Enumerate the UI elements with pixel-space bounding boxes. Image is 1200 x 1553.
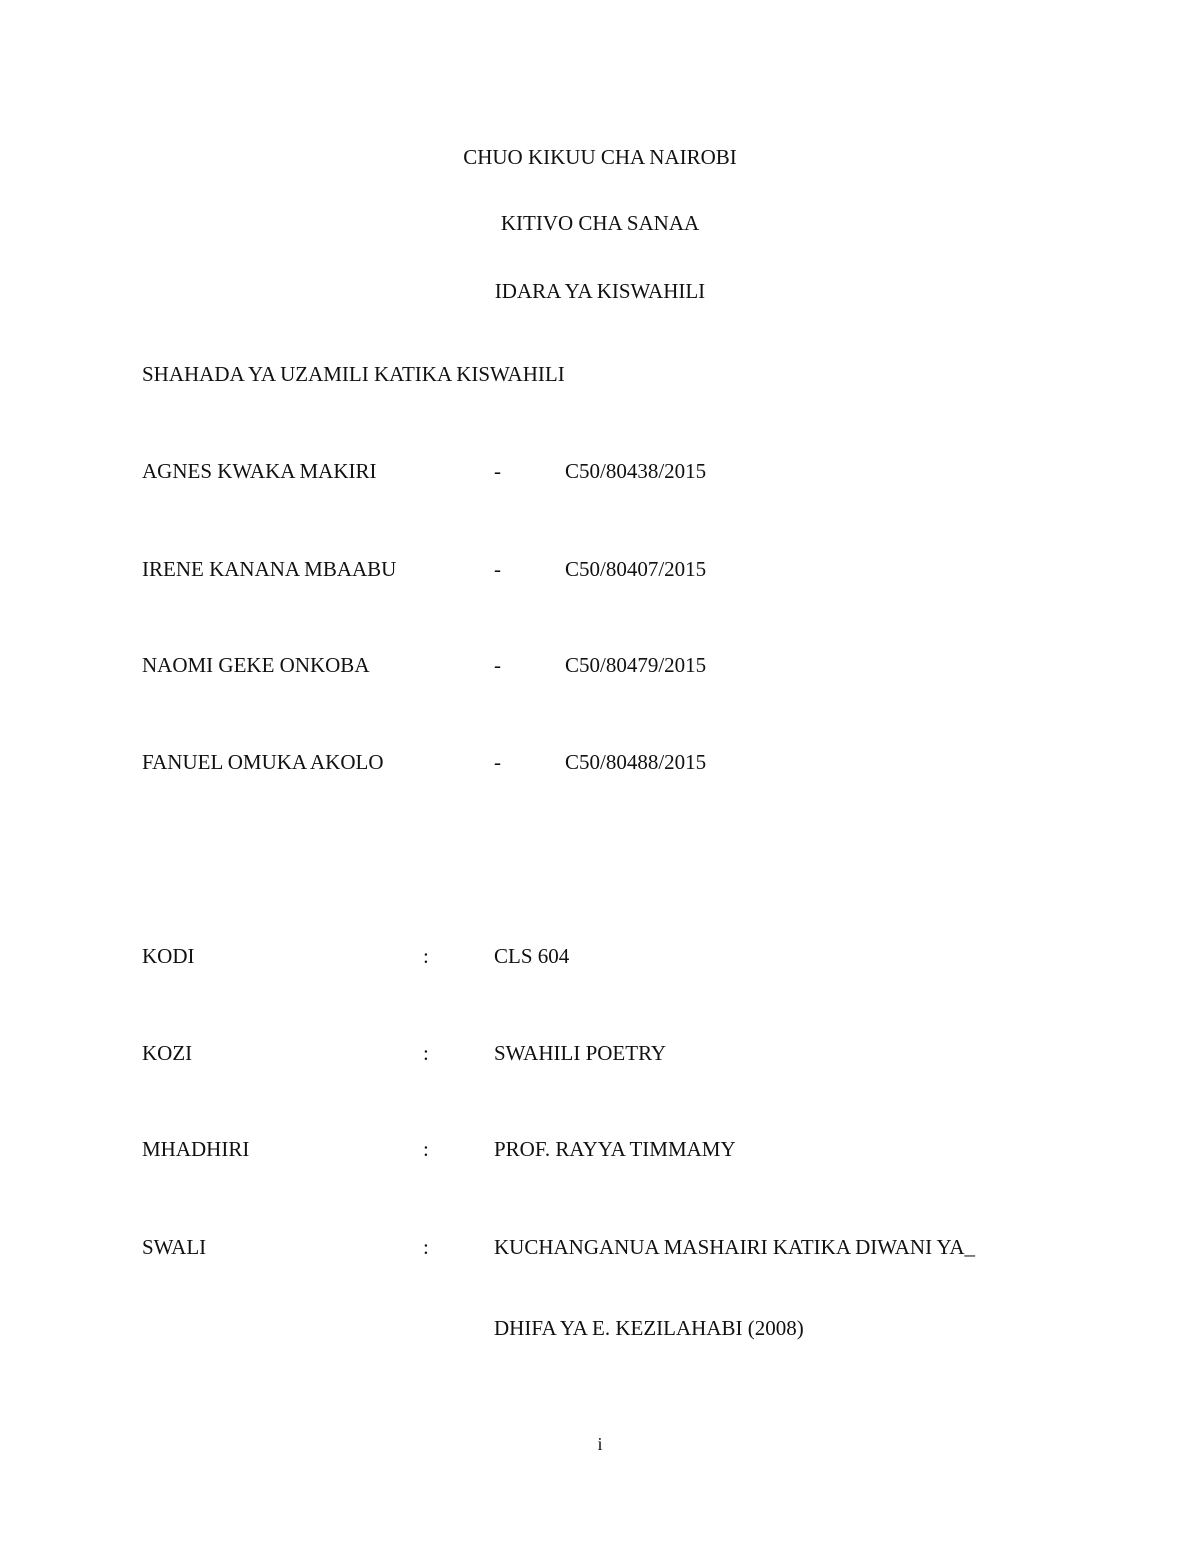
info-value-kozi: SWAHILI POETRY (494, 1041, 667, 1065)
info-value-kodi: CLS 604 (494, 944, 570, 968)
student-reg-number: C50/80407/2015 (565, 557, 707, 581)
info-value-mhadhiri: PROF. RAYYA TIMMAMY (494, 1137, 736, 1161)
faculty-name: KITIVO CHA SANAA (500, 211, 700, 235)
student-dash: - (494, 750, 501, 774)
student-reg-number: C50/80438/2015 (565, 459, 707, 483)
info-colon: : (423, 1137, 429, 1161)
student-name: FANUEL OMUKA AKOLO (142, 750, 384, 774)
student-dash: - (494, 557, 501, 581)
info-colon: : (423, 1041, 429, 1065)
student-name: AGNES KWAKA MAKIRI (142, 459, 377, 483)
info-colon: : (423, 944, 429, 968)
info-label-kodi: KODI (142, 944, 195, 968)
student-name: IRENE KANANA MBAABU (142, 557, 397, 581)
info-colon: : (423, 1235, 429, 1259)
info-label-kozi: KOZI (142, 1041, 193, 1065)
student-name: NAOMI GEKE ONKOBA (142, 653, 370, 677)
info-label-mhadhiri: MHADHIRI (142, 1137, 250, 1161)
student-reg-number: C50/80479/2015 (565, 653, 707, 677)
student-dash: - (494, 653, 501, 677)
student-reg-number: C50/80488/2015 (565, 750, 707, 774)
university-name: CHUO KIKUU CHA NAIROBI (463, 145, 737, 169)
page-number: i (597, 1434, 603, 1454)
question-continuation: DHIFA YA E. KEZILAHABI (2008) (494, 1316, 804, 1340)
info-label-swali: SWALI (142, 1235, 207, 1259)
department-name: IDARA YA KISWAHILI (494, 279, 706, 303)
student-dash: - (494, 459, 501, 483)
info-value-swali: KUCHANGANUA MASHAIRI KATIKA DIWANI YA_ (494, 1235, 976, 1259)
degree-title: SHAHADA YA UZAMILI KATIKA KISWAHILI (142, 362, 565, 386)
